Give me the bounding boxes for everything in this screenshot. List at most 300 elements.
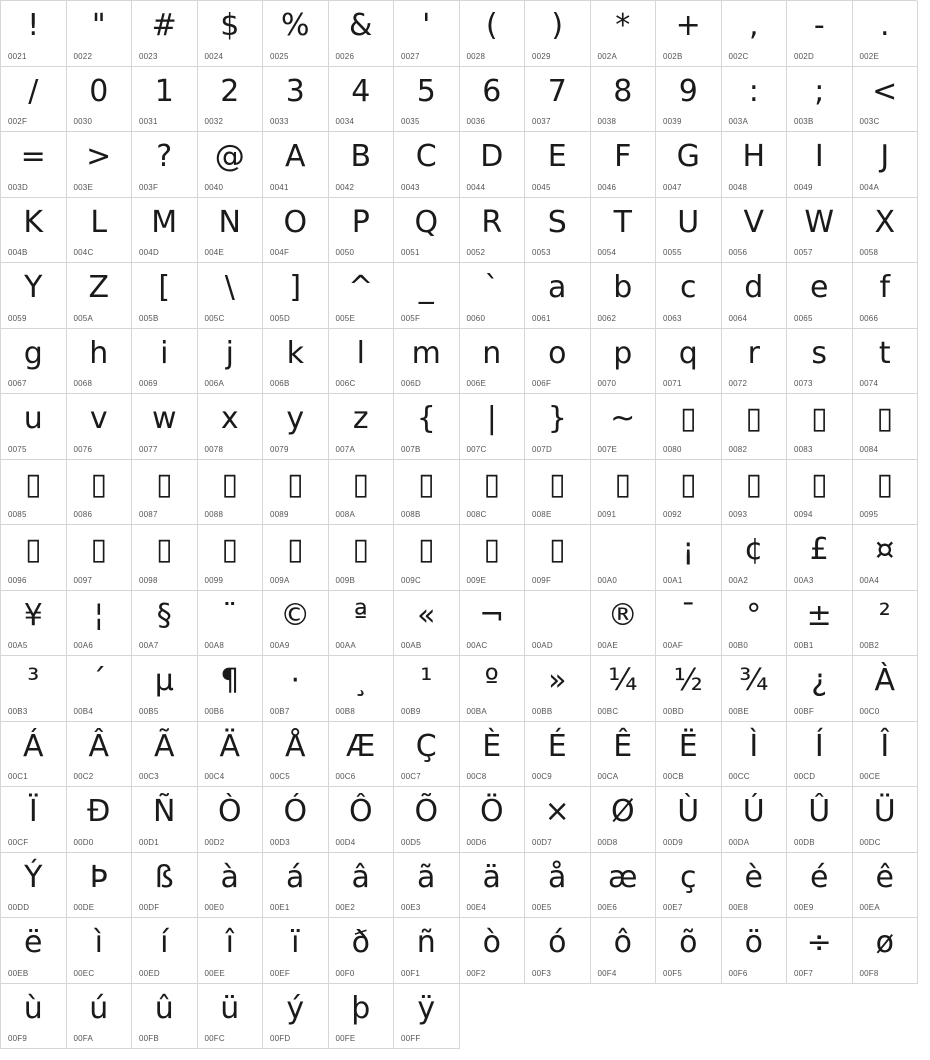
glyph-codepoint: 00D3: [270, 837, 290, 847]
glyph-cell[interactable]: [1, 1, 67, 67]
glyph-cell[interactable]: [656, 263, 722, 329]
glyph-cell[interactable]: [853, 722, 919, 788]
glyph-cell[interactable]: [525, 329, 591, 395]
glyph-cell[interactable]: [1, 394, 67, 460]
glyph-cell[interactable]: [460, 722, 526, 788]
glyph-cell[interactable]: [787, 918, 853, 984]
glyph-cell[interactable]: [132, 263, 198, 329]
glyph-codepoint: 00AF: [663, 641, 683, 650]
glyph-cell[interactable]: [132, 329, 198, 395]
glyph-cell[interactable]: [591, 460, 657, 526]
glyph-cell[interactable]: [787, 198, 853, 264]
glyph-cell[interactable]: [263, 132, 329, 198]
glyph-cell[interactable]: [525, 67, 591, 133]
glyph-cell[interactable]: [853, 525, 919, 591]
glyph-cell[interactable]: [67, 460, 133, 526]
glyph-cell[interactable]: [591, 132, 657, 198]
glyph-character: ×: [544, 794, 570, 829]
glyph-cell[interactable]: [853, 329, 919, 395]
glyph-cell[interactable]: [67, 591, 133, 657]
glyph-cell[interactable]: [67, 198, 133, 264]
glyph-character: µ: [154, 663, 174, 698]
glyph-cell[interactable]: [525, 918, 591, 984]
glyph-character: %: [280, 8, 310, 43]
glyph-cell[interactable]: [67, 656, 133, 722]
glyph-cell[interactable]: [198, 722, 264, 788]
glyph-codepoint: 0053: [532, 248, 551, 257]
glyph-cell[interactable]: [1, 132, 67, 198]
glyph-codepoint: 004A: [859, 182, 879, 192]
glyph-cell[interactable]: [198, 132, 264, 198]
glyph-codepoint: 004E: [204, 248, 224, 257]
glyph-cell[interactable]: [198, 1, 264, 67]
glyph-cell[interactable]: [853, 918, 919, 984]
glyph-codepoint: 00AA: [335, 641, 356, 650]
glyph-cell[interactable]: [525, 591, 591, 657]
glyph-cell[interactable]: [132, 656, 198, 722]
glyph-codepoint: 00BD: [663, 706, 684, 716]
glyph-cell[interactable]: [591, 722, 657, 788]
glyph-cell[interactable]: [525, 787, 591, 853]
glyph-character: A: [284, 139, 306, 174]
glyph-cell[interactable]: [263, 591, 329, 657]
glyph-character: ▯: [221, 466, 238, 502]
glyph-cell[interactable]: [853, 132, 919, 198]
glyph-cell[interactable]: [132, 132, 198, 198]
glyph-cell[interactable]: [525, 394, 591, 460]
glyph-cell[interactable]: [656, 1, 722, 67]
glyph-cell[interactable]: [198, 591, 264, 657]
glyph-cell[interactable]: [67, 787, 133, 853]
glyph-codepoint: 0083: [794, 444, 813, 454]
glyph-character: £: [809, 532, 829, 567]
glyph-cell[interactable]: [591, 67, 657, 133]
glyph-cell[interactable]: [525, 263, 591, 329]
glyph-character: _: [418, 270, 434, 305]
glyph-cell[interactable]: [853, 460, 919, 526]
glyph-cell[interactable]: [722, 787, 788, 853]
glyph-codepoint: 00EA: [859, 903, 880, 912]
glyph-character: C: [415, 139, 437, 174]
glyph-cell[interactable]: [198, 656, 264, 722]
glyph-cell[interactable]: [67, 984, 133, 1050]
glyph-cell[interactable]: [1, 67, 67, 133]
glyph-cell[interactable]: [394, 656, 460, 722]
glyph-cell[interactable]: [394, 67, 460, 133]
glyph-codepoint: 003B: [794, 117, 814, 126]
glyph-codepoint: 00AC: [466, 641, 488, 650]
glyph-codepoint: 00CA: [597, 772, 619, 781]
glyph-codepoint: 006B: [270, 379, 290, 388]
glyph-cell[interactable]: [1, 853, 67, 919]
glyph-codepoint: 0064: [728, 313, 748, 323]
glyph-cell[interactable]: [722, 591, 788, 657]
glyph-cell[interactable]: [394, 984, 460, 1050]
glyph-codepoint: 003F: [139, 182, 159, 192]
glyph-cell[interactable]: [394, 853, 460, 919]
glyph-character: ç: [680, 859, 697, 895]
glyph-cell[interactable]: [656, 853, 722, 919]
glyph-character: ;: [814, 73, 825, 109]
glyph-cell[interactable]: [67, 67, 133, 133]
glyph-cell[interactable]: [1, 787, 67, 853]
glyph-cell[interactable]: [525, 198, 591, 264]
glyph-cell[interactable]: [591, 263, 657, 329]
glyph-cell[interactable]: [329, 460, 395, 526]
glyph-cell[interactable]: [787, 263, 853, 329]
glyph-cell[interactable]: [787, 132, 853, 198]
glyph-codepoint: 0087: [139, 510, 158, 519]
glyph-cell[interactable]: [198, 525, 264, 591]
glyph-cell[interactable]: [394, 460, 460, 526]
glyph-cell[interactable]: [394, 132, 460, 198]
glyph-character: Q: [414, 204, 439, 240]
glyph-cell[interactable]: [656, 918, 722, 984]
glyph-cell[interactable]: [67, 1, 133, 67]
glyph-character: d: [744, 270, 764, 305]
glyph-cell[interactable]: [722, 918, 788, 984]
glyph-cell[interactable]: [263, 722, 329, 788]
glyph-cell[interactable]: [656, 460, 722, 526]
glyph-cell[interactable]: [722, 1, 788, 67]
glyph-cell[interactable]: [460, 329, 526, 395]
glyph-codepoint: 0095: [859, 510, 879, 519]
glyph-cell[interactable]: [263, 329, 329, 395]
glyph-cell[interactable]: [394, 198, 460, 264]
glyph-cell[interactable]: [853, 1, 919, 67]
glyph-cell[interactable]: [329, 263, 395, 329]
glyph-cell[interactable]: [263, 460, 329, 526]
glyph-codepoint: 00D8: [597, 837, 618, 847]
glyph-cell[interactable]: [394, 787, 460, 853]
glyph-cell[interactable]: [460, 394, 526, 460]
glyph-codepoint: 00E4: [466, 903, 486, 912]
glyph-character: >: [86, 139, 112, 174]
glyph-codepoint: 0044: [466, 182, 486, 192]
glyph-character: ª: [353, 597, 368, 633]
glyph-character: .: [879, 8, 890, 43]
glyph-character: ▯: [810, 466, 828, 502]
glyph-cell[interactable]: [460, 1, 526, 67]
glyph-cell[interactable]: [329, 656, 395, 722]
glyph-cell[interactable]: [394, 918, 460, 984]
glyph-codepoint: 00F9: [8, 1034, 28, 1043]
glyph-cell[interactable]: [656, 329, 722, 395]
glyph-character: ": [91, 8, 106, 43]
glyph-cell[interactable]: [132, 198, 198, 264]
glyph-cell[interactable]: [132, 722, 198, 788]
glyph-cell[interactable]: [263, 263, 329, 329]
glyph-cell[interactable]: [591, 918, 657, 984]
glyph-cell[interactable]: [1, 198, 67, 264]
empty-cell: [722, 984, 788, 1050]
glyph-codepoint: 0046: [597, 182, 617, 192]
glyph-cell[interactable]: [263, 1, 329, 67]
glyph-cell[interactable]: [525, 1, 591, 67]
glyph-cell[interactable]: [67, 394, 133, 460]
glyph-cell[interactable]: [591, 329, 657, 395]
glyph-cell[interactable]: [67, 525, 133, 591]
glyph-cell[interactable]: [591, 853, 657, 919]
glyph-cell[interactable]: [591, 1, 657, 67]
glyph-cell[interactable]: [722, 198, 788, 264]
glyph-codepoint: 007D: [532, 444, 552, 454]
glyph-codepoint: 0094: [794, 510, 813, 519]
glyph-cell[interactable]: [198, 394, 264, 460]
glyph-cell[interactable]: [460, 198, 526, 264]
glyph-character: /: [28, 73, 39, 109]
glyph-cell[interactable]: [329, 722, 395, 788]
glyph-cell[interactable]: [591, 591, 657, 657]
glyph-cell[interactable]: [656, 591, 722, 657]
glyph-cell[interactable]: [1, 591, 67, 657]
glyph-cell[interactable]: [329, 132, 395, 198]
glyph-cell[interactable]: [656, 132, 722, 198]
glyph-cell[interactable]: [722, 263, 788, 329]
glyph-cell[interactable]: [656, 67, 722, 133]
glyph-cell[interactable]: [460, 67, 526, 133]
glyph-character: û: [154, 990, 174, 1026]
glyph-cell[interactable]: [198, 67, 264, 133]
glyph-codepoint: 009A: [270, 575, 290, 585]
glyph-cell[interactable]: [591, 656, 657, 722]
glyph-character: ú: [89, 990, 109, 1026]
glyph-cell[interactable]: [1, 263, 67, 329]
glyph-character: g: [23, 335, 43, 371]
glyph-cell[interactable]: [591, 394, 657, 460]
glyph-character: é: [810, 859, 829, 895]
glyph-cell[interactable]: [198, 263, 264, 329]
glyph-cell[interactable]: [460, 591, 526, 657]
glyph-cell[interactable]: [329, 984, 395, 1050]
glyph-cell[interactable]: [67, 263, 133, 329]
glyph-character: O: [283, 204, 308, 240]
glyph-cell[interactable]: [132, 984, 198, 1050]
glyph-codepoint: 00E1: [270, 903, 290, 912]
glyph-cell[interactable]: [722, 525, 788, 591]
glyph-cell[interactable]: [198, 787, 264, 853]
glyph-cell[interactable]: [1, 722, 67, 788]
glyph-cell[interactable]: [525, 525, 591, 591]
glyph-cell[interactable]: [722, 853, 788, 919]
glyph-cell[interactable]: [460, 460, 526, 526]
glyph-cell[interactable]: [329, 394, 395, 460]
glyph-character: ?: [156, 139, 173, 174]
glyph-cell[interactable]: [787, 525, 853, 591]
glyph-cell[interactable]: [591, 198, 657, 264]
glyph-cell[interactable]: [329, 787, 395, 853]
glyph-character: Ü: [873, 794, 896, 829]
glyph-codepoint: 0072: [728, 379, 748, 388]
glyph-cell[interactable]: [263, 787, 329, 853]
glyph-codepoint: 0052: [466, 248, 486, 257]
glyph-cell[interactable]: [394, 263, 460, 329]
glyph-cell[interactable]: [67, 329, 133, 395]
glyph-cell[interactable]: [329, 591, 395, 657]
glyph-cell[interactable]: [525, 132, 591, 198]
glyph-cell[interactable]: [787, 591, 853, 657]
glyph-cell[interactable]: [132, 591, 198, 657]
glyph-cell[interactable]: [198, 198, 264, 264]
glyph-cell[interactable]: [67, 918, 133, 984]
glyph-character: D: [480, 139, 504, 174]
glyph-codepoint: 0082: [728, 444, 748, 454]
glyph-codepoint: 00A3: [794, 575, 814, 585]
glyph-cell[interactable]: [1, 525, 67, 591]
glyph-cell[interactable]: [132, 918, 198, 984]
glyph-cell[interactable]: [1, 329, 67, 395]
glyph-cell[interactable]: [787, 656, 853, 722]
glyph-character: ¼: [608, 663, 638, 698]
glyph-cell[interactable]: [329, 918, 395, 984]
glyph-cell[interactable]: [329, 67, 395, 133]
glyph-character: Ê: [613, 728, 633, 764]
glyph-character: m: [411, 335, 441, 371]
glyph-character: a: [548, 270, 567, 305]
glyph-cell[interactable]: [591, 525, 657, 591]
glyph-cell[interactable]: [1, 656, 67, 722]
glyph-cell[interactable]: [198, 918, 264, 984]
glyph-cell[interactable]: [787, 1, 853, 67]
glyph-cell[interactable]: [198, 984, 264, 1050]
glyph-codepoint: 003E: [73, 182, 93, 192]
glyph-cell[interactable]: [787, 787, 853, 853]
glyph-codepoint: 0041: [270, 182, 289, 192]
glyph-cell[interactable]: [853, 591, 919, 657]
glyph-cell[interactable]: [460, 656, 526, 722]
glyph-cell[interactable]: [132, 67, 198, 133]
glyph-cell[interactable]: [722, 656, 788, 722]
glyph-cell[interactable]: [394, 591, 460, 657]
glyph-cell[interactable]: [1, 918, 67, 984]
glyph-codepoint: 004B: [8, 248, 28, 257]
glyph-cell[interactable]: [67, 853, 133, 919]
glyph-cell[interactable]: [460, 853, 526, 919]
glyph-cell[interactable]: [132, 1, 198, 67]
glyph-cell[interactable]: [394, 1, 460, 67]
glyph-cell[interactable]: [787, 460, 853, 526]
glyph-cell[interactable]: [525, 853, 591, 919]
glyph-cell[interactable]: [722, 722, 788, 788]
glyph-cell[interactable]: [460, 918, 526, 984]
glyph-cell[interactable]: [853, 656, 919, 722]
glyph-cell[interactable]: [329, 198, 395, 264]
glyph-cell[interactable]: [525, 460, 591, 526]
glyph-character: ▯: [483, 466, 500, 502]
glyph-cell[interactable]: [263, 67, 329, 133]
glyph-codepoint: 005C: [204, 313, 225, 323]
glyph-cell[interactable]: [722, 329, 788, 395]
glyph-character: ì: [94, 925, 103, 960]
glyph-character: 2: [220, 73, 240, 109]
glyph-cell[interactable]: [722, 132, 788, 198]
glyph-cell[interactable]: [394, 394, 460, 460]
glyph-codepoint: 00BE: [728, 706, 749, 716]
glyph-cell[interactable]: [656, 525, 722, 591]
glyph-cell[interactable]: [460, 263, 526, 329]
glyph-cell[interactable]: [853, 853, 919, 919]
glyph-character: ▯: [417, 532, 435, 567]
glyph-cell[interactable]: [132, 853, 198, 919]
glyph-character: p: [613, 335, 633, 371]
glyph-cell[interactable]: [853, 198, 919, 264]
glyph-cell[interactable]: [722, 67, 788, 133]
glyph-cell[interactable]: [329, 1, 395, 67]
glyph-cell[interactable]: [525, 656, 591, 722]
glyph-cell[interactable]: [329, 853, 395, 919]
glyph-cell[interactable]: [656, 722, 722, 788]
glyph-cell[interactable]: [591, 787, 657, 853]
glyph-cell[interactable]: [67, 722, 133, 788]
glyph-cell[interactable]: [722, 460, 788, 526]
glyph-codepoint: 00A6: [73, 641, 93, 650]
glyph-cell[interactable]: [460, 132, 526, 198]
glyph-cell[interactable]: [263, 198, 329, 264]
glyph-cell[interactable]: [787, 67, 853, 133]
glyph-cell[interactable]: [263, 853, 329, 919]
glyph-cell[interactable]: [132, 525, 198, 591]
glyph-cell[interactable]: [853, 394, 919, 460]
glyph-codepoint: 00C5: [270, 772, 290, 781]
glyph-character: 8: [613, 73, 633, 109]
glyph-cell[interactable]: [460, 787, 526, 853]
glyph-cell[interactable]: [263, 656, 329, 722]
glyph-cell[interactable]: [525, 722, 591, 788]
glyph-codepoint: 00FB: [139, 1034, 159, 1043]
glyph-cell[interactable]: [722, 394, 788, 460]
glyph-cell[interactable]: [67, 132, 133, 198]
glyph-cell[interactable]: [132, 460, 198, 526]
glyph-cell[interactable]: [198, 460, 264, 526]
glyph-codepoint: 0027: [401, 51, 420, 61]
glyph-cell[interactable]: [787, 394, 853, 460]
empty-cell: [787, 984, 853, 1050]
glyph-cell[interactable]: [394, 329, 460, 395]
glyph-codepoint: 0033: [270, 117, 289, 126]
glyph-codepoint: 005A: [73, 313, 93, 323]
glyph-cell[interactable]: [329, 329, 395, 395]
glyph-cell[interactable]: [132, 394, 198, 460]
glyph-cell[interactable]: [853, 787, 919, 853]
glyph-cell[interactable]: [263, 984, 329, 1050]
glyph-cell[interactable]: [263, 918, 329, 984]
glyph-cell[interactable]: [853, 67, 919, 133]
glyph-codepoint: 00E3: [401, 903, 421, 912]
empty-cell: [591, 984, 657, 1050]
glyph-cell[interactable]: [1, 984, 67, 1050]
glyph-cell[interactable]: [198, 853, 264, 919]
glyph-cell[interactable]: [263, 394, 329, 460]
glyph-cell[interactable]: [787, 722, 853, 788]
glyph-cell[interactable]: [656, 656, 722, 722]
glyph-cell[interactable]: [394, 722, 460, 788]
glyph-cell[interactable]: [656, 787, 722, 853]
glyph-cell[interactable]: [394, 525, 460, 591]
glyph-cell[interactable]: [329, 525, 395, 591]
glyph-cell[interactable]: [787, 853, 853, 919]
glyph-codepoint: 00B2: [859, 641, 879, 650]
glyph-cell[interactable]: [198, 329, 264, 395]
glyph-cell[interactable]: [853, 263, 919, 329]
glyph-character: ©: [280, 597, 311, 633]
glyph-cell[interactable]: [263, 525, 329, 591]
glyph-cell[interactable]: [1, 460, 67, 526]
glyph-cell[interactable]: [656, 394, 722, 460]
glyph-cell[interactable]: [787, 329, 853, 395]
glyph-cell[interactable]: [460, 525, 526, 591]
glyph-cell[interactable]: [656, 198, 722, 264]
glyph-cell[interactable]: [132, 787, 198, 853]
